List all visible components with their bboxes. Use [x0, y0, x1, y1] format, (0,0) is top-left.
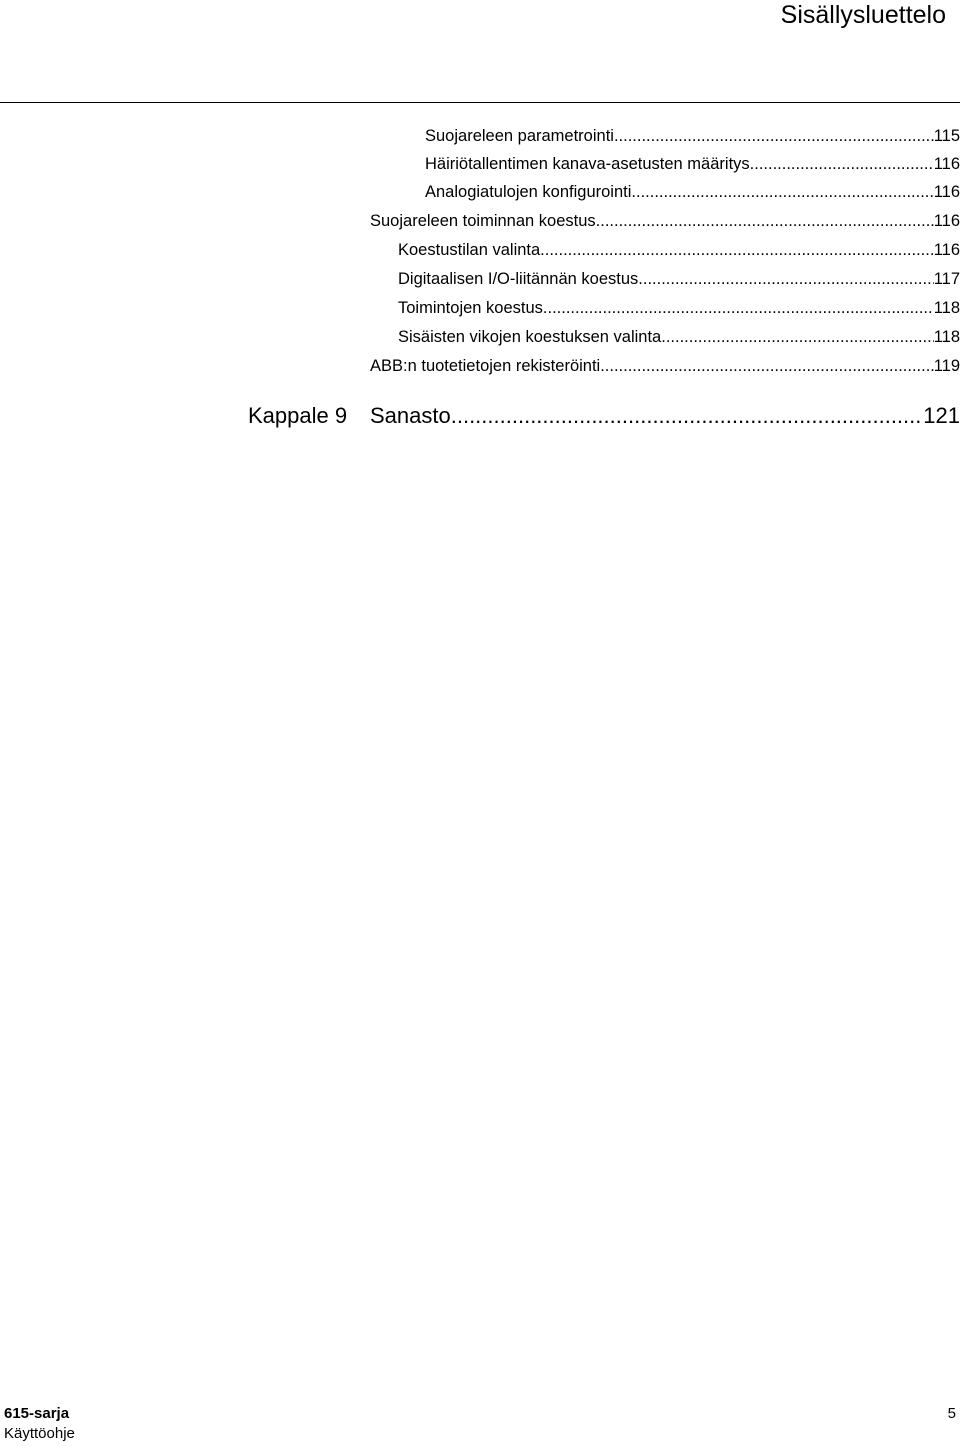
toc-dot-leader — [543, 294, 934, 322]
toc-entry-koestustilan-valinta[interactable] — [398, 236, 960, 264]
toc-entry-sisaisten-vikojen-koestuksen-valinta[interactable] — [398, 323, 960, 351]
toc-entry-title: Analogiatulojen konfigurointi — [425, 183, 632, 201]
toc-entry-page: 116 — [933, 241, 960, 259]
chapter-page: 121 — [923, 403, 960, 428]
toc-entry-suojareleen-toiminnan-koestus[interactable] — [370, 207, 960, 235]
toc-entry-page: 117 — [933, 270, 960, 288]
toc-dot-leader — [638, 265, 933, 293]
toc-entry-title: Digitaalisen I/O-liitännän koestus — [398, 270, 639, 288]
toc-entry-analogiatulojen-konfigurointi[interactable] — [425, 178, 960, 206]
toc-chapter-sanasto[interactable] — [248, 399, 960, 433]
footer-page-number: 5 — [947, 1405, 956, 1422]
toc-dot-leader — [614, 122, 934, 150]
toc-entry-abb-tuotetietojen-rekisterointi[interactable] — [370, 352, 960, 380]
toc-entry-page: 116 — [933, 155, 960, 173]
toc-entry-page: 119 — [933, 357, 960, 375]
footer-product-name: 615-sarja — [4, 1405, 70, 1422]
toc-entry-title: Sisäisten vikojen koestuksen valinta — [398, 328, 662, 346]
toc-entry-toimintojen-koestus[interactable] — [398, 294, 960, 322]
toc-dot-leader — [540, 236, 934, 264]
toc-entry-title: Suojareleen toiminnan koestus — [370, 212, 596, 230]
toc-entry-page: 116 — [933, 183, 960, 201]
toc-entry-title: ABB:n tuotetietojen rekisteröinti — [370, 357, 601, 375]
toc-entry-page: 115 — [933, 127, 960, 145]
toc-dot-leader — [631, 178, 933, 206]
toc-entry-page: 118 — [933, 328, 960, 346]
page-footer — [4, 1404, 75, 1444]
toc-dot-leader — [661, 323, 933, 351]
chapter-label: Kappale 9 — [248, 403, 348, 428]
toc-entry-title: Toimintojen koestus — [398, 299, 543, 317]
toc-entry-title: Koestustilan valinta — [398, 241, 541, 259]
toc-entry-hairiotallentimen-kanava-asetusten-maaritys[interactable] — [425, 150, 960, 178]
toc-dot-leader — [600, 352, 933, 380]
header-divider — [0, 102, 960, 103]
toc-entry-title: Suojareleen parametrointi — [425, 127, 614, 145]
chapter-title: Sanasto — [370, 403, 451, 428]
toc-dot-leader — [750, 150, 934, 178]
toc-entry-suojareleen-parametrointi[interactable] — [425, 122, 960, 150]
page-header-title: Sisällysluettelo — [780, 1, 946, 29]
toc-entry-page: 118 — [933, 299, 960, 317]
toc-entry-page: 116 — [933, 212, 960, 230]
toc-dot-leader — [451, 399, 924, 433]
toc-entry-digitaalisen-io-liitannan-koestus[interactable] — [398, 265, 960, 293]
footer-document-type: Käyttöohje — [4, 1425, 75, 1442]
toc-entry-title: Häiriötallentimen kanava-asetusten määritys — [425, 155, 750, 173]
toc-dot-leader — [596, 207, 934, 235]
